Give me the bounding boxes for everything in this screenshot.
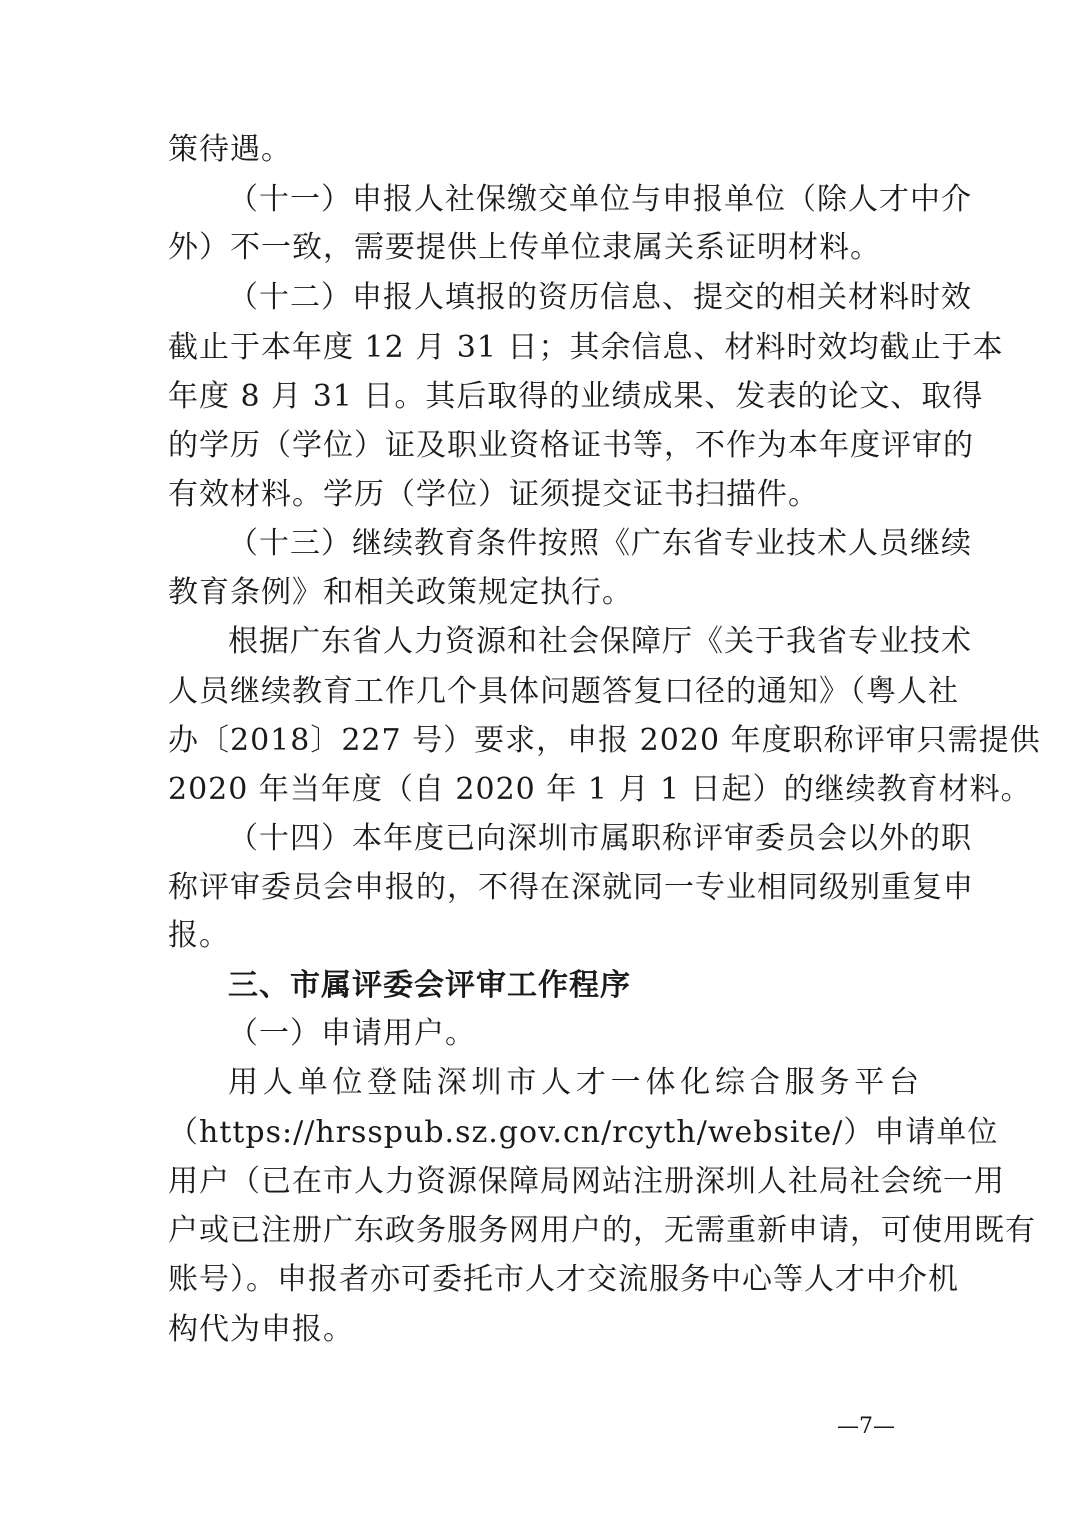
text-line: 年度 8 月 31 日。其后取得的业绩成果、发表的论文、取得 [168, 379, 984, 414]
text-line: （十一）申报人社保缴交单位与申报单位（除人才中介 [228, 182, 972, 217]
text-line: 用人单位登陆深圳市人才一体化综合服务平台 [228, 1065, 920, 1100]
text-line: 策待遇。 [168, 132, 292, 167]
text-line: 根据广东省人力资源和社会保障厅《关于我省专业技术 [228, 624, 972, 659]
text-line: 用户（已在市人力资源保障局网站注册深圳人社局社会统一用 [168, 1164, 1005, 1199]
text-line: 人员继续教育工作几个具体问题答复口径的通知》（粤人社 [168, 674, 959, 709]
text-line: 称评审委员会申报的，不得在深就同一专业相同级别重复申 [168, 870, 974, 905]
text-line: 2020 年当年度（自 2020 年 1 月 1 日起）的继续教育材料。 [168, 772, 1032, 807]
text-line: 报。 [168, 918, 230, 953]
text-line: （十四）本年度已向深圳市属职称评审委员会以外的职 [228, 821, 972, 856]
text-line: （十三）继续教育条件按照《广东省专业技术人员继续 [228, 526, 972, 561]
text-line: 教育条例》和相关政策规定执行。 [168, 575, 633, 610]
page-number: —7— [837, 1414, 895, 1439]
text-line: 有效材料。学历（学位）证须提交证书扫描件。 [168, 477, 819, 512]
text-line: 户或已注册广东政务服务网用户的，无需重新申请，可使用既有 [168, 1213, 1036, 1248]
text-line: 账号）。申报者亦可委托市人才交流服务中心等人才中介机 [168, 1262, 959, 1297]
text-line: 截止于本年度 12 月 31 日；其余信息、材料时效均截止于本 [168, 330, 1004, 365]
text-line: （https://hrsspub.sz.gov.cn/rcyth/website/）申请单位 [168, 1115, 999, 1150]
text-line: 外）不一致，需要提供上传单位隶属关系证明材料。 [168, 230, 881, 265]
section-heading: 三、市属评委会评审工作程序 [228, 968, 631, 1003]
text-line: 办〔2018〕227 号）要求，申报 2020 年度职称评审只需提供 [168, 723, 1041, 758]
text-line: 构代为申报。 [168, 1312, 354, 1347]
text-line: 的学历（学位）证及职业资格证书等，不作为本年度评审的 [168, 428, 974, 463]
text-line: （十二）申报人填报的资历信息、提交的相关材料时效 [228, 280, 972, 315]
subsection-heading: （一）申请用户。 [228, 1016, 476, 1051]
